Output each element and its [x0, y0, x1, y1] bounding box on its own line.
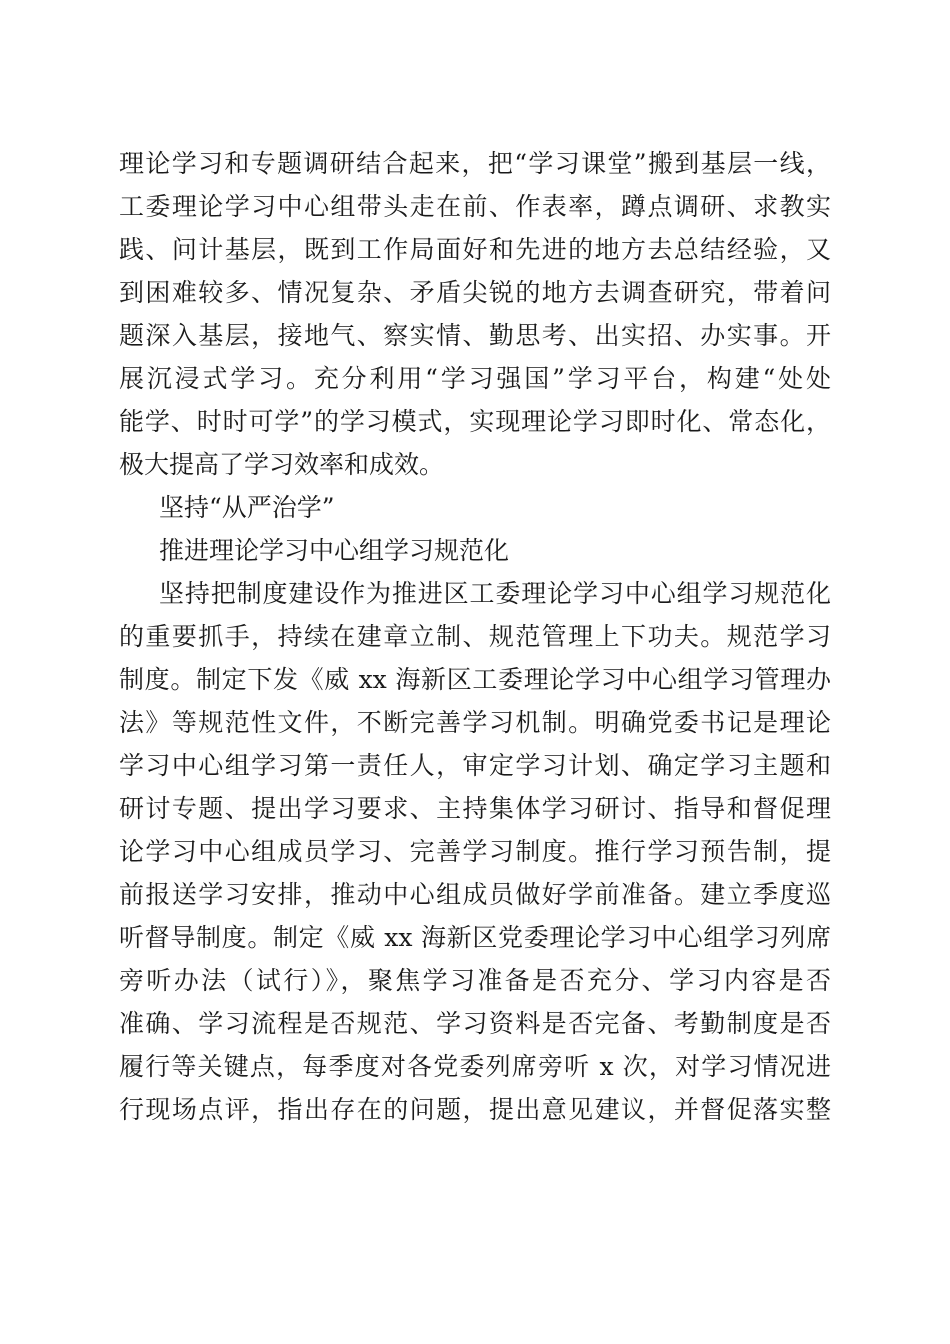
text-line: 论学习中心组成员学习、完善学习制度。推行学习预告制，提: [119, 837, 831, 866]
text-line: 到困难较多、情况复杂、矛盾尖锐的地方去调查研究，带着问: [119, 278, 831, 307]
text-line: 的重要抓手，持续在建章立制、规范管理上下功夫。规范学习: [119, 622, 831, 651]
text-line: 践、问计基层，既到工作局面好和先进的地方去总结经验，又: [119, 235, 831, 264]
text-line: 极大提高了学习效率和成效。: [119, 450, 445, 479]
text-line: 履行等关键点，每季度对各党委列席旁听 x 次，对学习情况进: [119, 1052, 831, 1081]
text-line: 坚持把制度建设作为推进区工委理论学习中心组学习规范化: [159, 579, 831, 608]
text-line: 能学、时时可学”的学习模式，实现理论学习即时化、常态化，: [119, 407, 831, 436]
text-line: 听督导制度。制定《威 xx 海新区党委理论学习中心组学习列席: [119, 923, 831, 952]
text-line: 研讨专题、提出学习要求、主持集体学习研讨、指导和督促理: [119, 794, 831, 823]
text-line: 法》等规范性文件，不断完善学习机制。明确党委书记是理论: [119, 708, 831, 737]
text-line: 学习中心组学习第一责任人，审定学习计划、确定学习主题和: [119, 751, 831, 780]
text-line: 旁听办法（试行）》，聚焦学习准备是否充分、学习内容是否: [119, 966, 831, 995]
document-body: [119, 142, 831, 1131]
paragraph-2: [119, 572, 831, 1131]
text-line: 工委理论学习中心组带头走在前、作表率，蹲点调研、求教实: [119, 192, 831, 221]
text-line: 题深入基层，接地气、察实情、勤思考、出实招、办实事。开: [119, 321, 831, 350]
section-subheading: 推进理论学习中心组学习规范化: [159, 536, 510, 565]
text-line: 制度。制定下发《威 xx 海新区工委理论学习中心组学习管理办: [119, 665, 831, 694]
text-line: 前报送学习安排，推动中心组成员做好学前准备。建立季度巡: [119, 880, 831, 909]
text-line: 理论学习和专题调研结合起来，把“学习课堂”搬到基层一线，: [119, 149, 831, 178]
text-line: 准确、学习流程是否规范、学习资料是否完备、考勤制度是否: [119, 1009, 831, 1038]
text-line: 行现场点评，指出存在的问题，提出意见建议，并督促落实整: [119, 1095, 831, 1124]
text-line: 展沉浸式学习。充分利用“学习强国”学习平台，构建“处处: [119, 364, 831, 393]
paragraph-1: [119, 142, 831, 486]
section-heading: 坚持“从严治学”: [159, 493, 335, 522]
